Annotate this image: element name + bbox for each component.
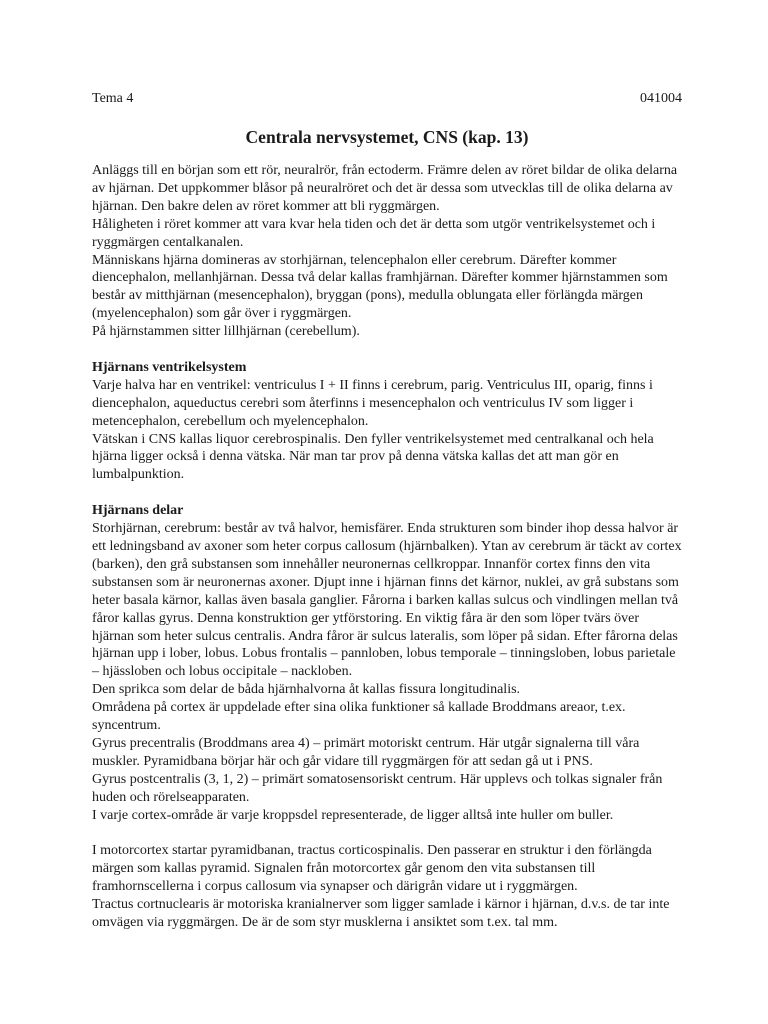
topic-label: Tema 4 — [92, 91, 134, 106]
section-body-motorcortex: I motorcortex startar pyramidbanan, tractus corticospinalis. Den passerar en struktur i den förlängda märgen som kallas pyramid. Signalen från motorcortex går genom den vita substansen till framhornscellerna i corpus callosum via synapser och därigrån vidare ut i ryggmärgen. Tractus cortnuclearis är motoriska kranialnerver som ligger samlade i kärnor i hjärnan, d.v.s. de tar inte omvägen via ryggmärgen. De är de som styr musklerna i ansiktet som t.ex. tal mm. — [92, 843, 670, 931]
document-title: Centrala nervsystemet, CNS (kap. 13) — [245, 127, 529, 147]
paragraph-gap — [92, 825, 682, 843]
section-body-ventrikelsystem: Varje halva har en ventrikel: ventriculus I + II finns i cerebrum, parig. Ventriculus III, oparig, finns i diencephalon, aqueductus cerebri som återfinns i mesencephalon och ventriculus IV som ligger i metencephalon, cerebellum och myelencephalon. Vätskan i CNS kallas liquor cerebrospinalis. Den fyller ventrikelsystemet med centralkanal och hela hjärna ligger också i denna vätska. När man tar prov på denna vätska kallas det att man gör en lumbalpunktion. — [92, 377, 654, 483]
document-page — [92, 90, 682, 932]
section-body-delar: Storhjärnan, cerebrum: består av två halvor, hemisfärer. Enda strukturen som binder ihop dessa halvor är ett ledningsband av axoner som heter corpus callosum (hjärnbalken). Ytan av cerebrum är täckt av cortex (barken), den grå substansen som innehåller neuronernas cellkroppar. Innanför cortex finns den vita substansen som är neuronernas axoner. Djupt inne i hjärnan finns det kärnor, nuklei, av grå substans som heter basala kärnor, kallas även basala ganglier. Fårorna i barken kallas sulcus och vindlingen mellan två fåror kallas gyrus. Denna konstruktion ger ytförstoring. En viktig fåra är den som löper tvärs över hjärnan som heter sulcus centralis. Andra fåror är sulcus lateralis, som löper på sidan. Efter fårorna delas hjärnan upp i lober, lobus. Lobus frontalis – pannloben, lobus temporale – tinningsloben, lobus parietale – hjässloben och lobus occipitale – nackloben. Den sprikca som delar de båda hjärnhalvorna åt kallas fissura longitudinalis. Områdena på cortex är uppdelade efter sina olika funktioner så kallade Broddmans areaor, t.ex. syncentrum. Gyrus precentralis (Broddmans area 4) – primärt motoriskt centrum. Här utgår signalerna till våra muskler. Pyramidbana börjar här och går vidare till ryggmärgen för att sedan gå ut i PNS. Gyrus postcentralis (3, 1, 2) – primärt somatosensoriskt centrum. Här upplevs och tolkas signaler från huden och rörelseapparaten. I varje cortex-område är varje kroppsdel representerade, de ligger alltså inte huller om buller. — [92, 521, 682, 823]
section-heading-ventrikelsystem: Hjärnans ventrikelsystem — [92, 359, 247, 375]
document-header — [92, 90, 682, 108]
section-heading-delar: Hjärnans delar — [92, 503, 184, 519]
intro-paragraph: Anläggs till en början som ett rör, neuralrör, från ectoderm. Främre delen av röret bildar de olika delarna av hjärnan. Det uppkommer blåsor på neuralröret och det är dessa som utvecklas till de olika delarna av hjärnan. Den bakre delen av röret kommer att bli ryggmärgen. Håligheten i röret kommer att vara kvar hela tiden och det är detta som utgör ventrikelsystemet och i ryggmärgen centalkanalen. Människans hjärna domineras av storhjärnan, telencephalon eller cerebrum. Därefter kommer diencephalon, mellanhjärnan. Dessa två delar kallas framhjärnan. Därefter kommer hjärnstammen som består av mitthjärnan (mesencephalon), bryggan (pons), medulla oblungata eller förlängda märgen (myelencephalon) som går över i ryggmärgen. På hjärnstammen sitter lillhjärnan (cerebellum). — [92, 163, 678, 340]
date-code: 041004 — [640, 91, 682, 106]
